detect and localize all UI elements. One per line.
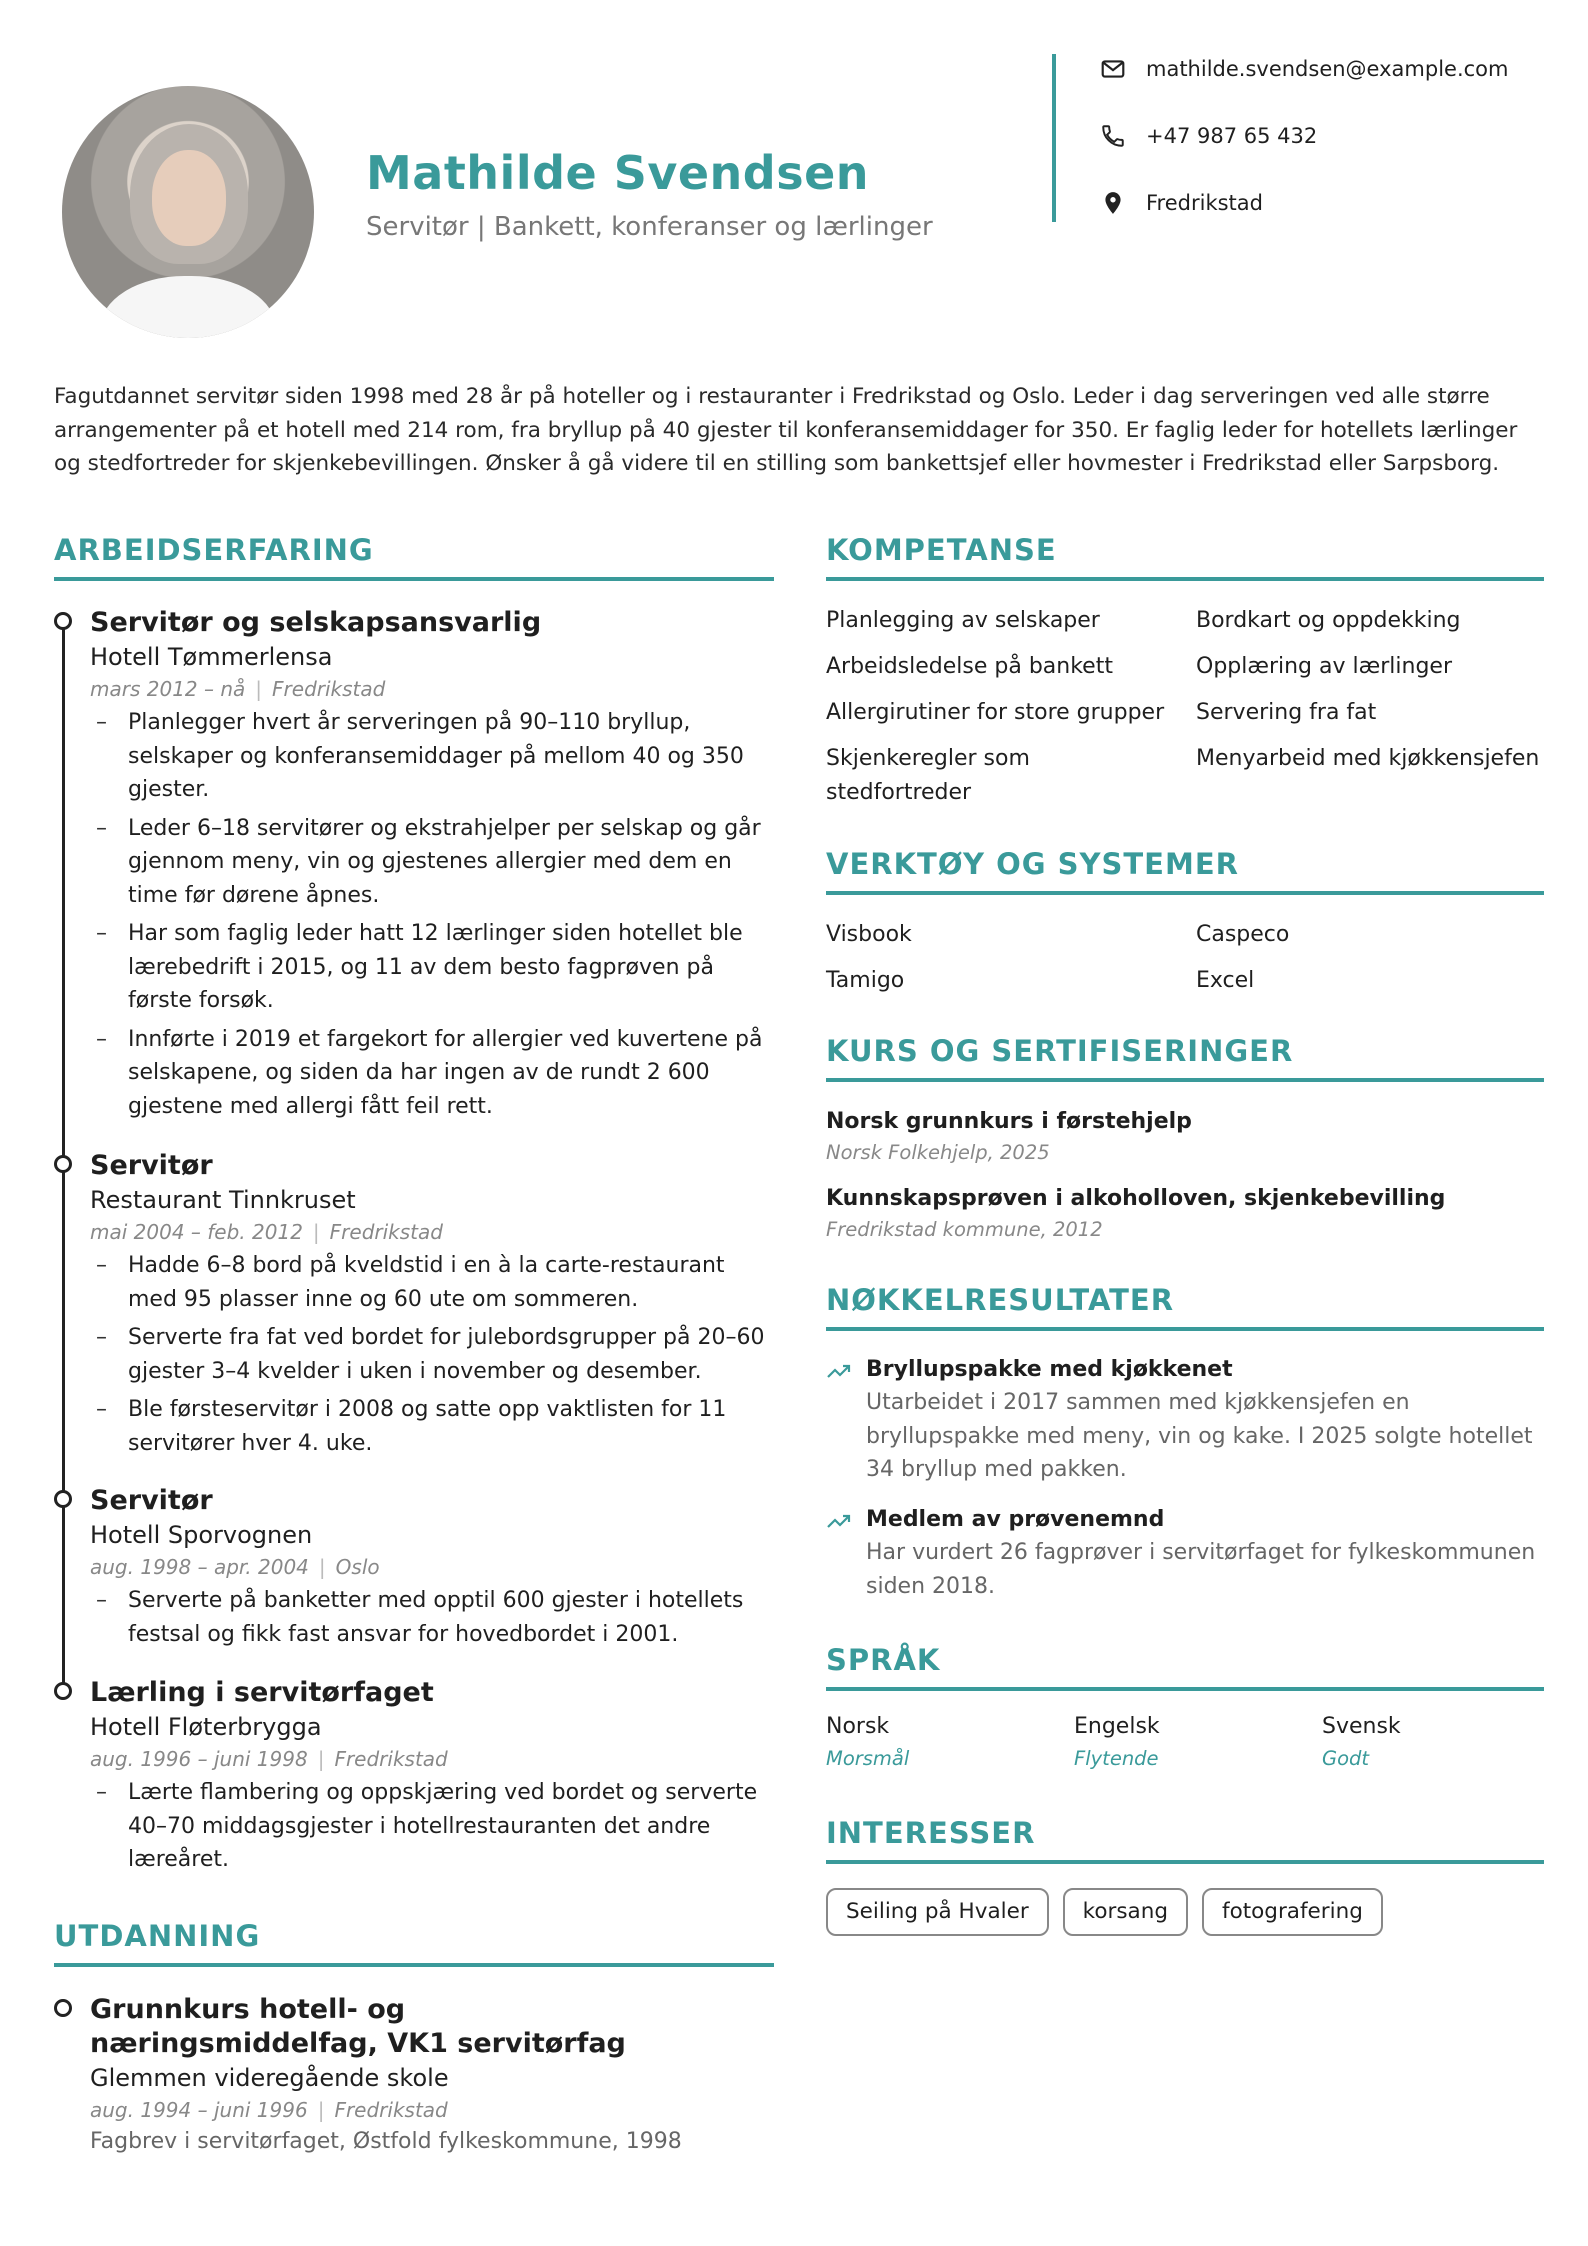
job-bullet: – Ble førsteservitør i 2008 og satte opp vaktlisten for 11 servitører hver 4. uke.: [90, 1393, 780, 1460]
job-dates: aug. 1996 – juni 1998: [90, 1747, 308, 1771]
section-title-courses: KURS OG SERTIFISERINGER: [826, 1034, 1294, 1068]
skill-item: Skjenkeregler som stedfortreder: [826, 746, 1030, 805]
contact-phone[interactable]: [1100, 123, 1317, 149]
education-school: Glemmen videregående skole: [90, 2064, 449, 2092]
result-title: Medlem av prøvenemnd: [866, 1507, 1165, 1532]
job-title: Lærling i servitørfaget: [90, 1677, 434, 1708]
timeline-dot: [54, 1155, 72, 1173]
contact-email[interactable]: [1100, 56, 1508, 82]
interest-tags: [826, 1888, 1383, 1936]
section-title-skills: KOMPETANSE: [826, 533, 1057, 567]
job-bullet: – Har som faglig leder hatt 12 lærlinger siden hotellet ble lærebedrift i 2015, og 11 av dem besto fagprøven på første forsøk.: [90, 917, 780, 1018]
job-dates: mai 2004 – feb. 2012: [90, 1220, 303, 1244]
phone-icon: [1100, 123, 1126, 149]
result-item: [826, 1354, 1546, 1487]
timeline-dot: [54, 612, 72, 630]
job-employer: Hotell Fløterbrygga: [90, 1713, 322, 1741]
job-bullet: – Leder 6–18 servitører og ekstrahjelper per selskap og går gjennom meny, vin og gjestenes allergier med dem en time før dørene åpnes.: [90, 812, 780, 913]
job-dates: aug. 1998 – apr. 2004: [90, 1555, 309, 1579]
job-employer: Restaurant Tinnkruset: [90, 1186, 356, 1214]
language-level: Godt: [1322, 1747, 1370, 1770]
education-place: Fredrikstad: [334, 2098, 448, 2122]
job-bullets: [90, 1584, 780, 1651]
candidate-subtitle: Servitør | Bankett, konferanser og lærlinger: [366, 212, 933, 242]
phone-text: +47 987 65 432: [1146, 124, 1318, 148]
job-bullet: – Innførte i 2019 et fargekort for allergier ved kuvertene på selskapene, og siden da har ingen av de rundt 2 600 gjestene med allergi fått feil rett.: [90, 1023, 780, 1124]
contact-location: [1100, 190, 1263, 216]
job-title: Servitør og selskapsansvarlig: [90, 607, 542, 638]
job-bullet: – Lærte flambering og oppskjæring ved bordet og serverte 40–70 middagsgjester i hotellrestauranten det andre læreåret.: [90, 1776, 780, 1877]
job-dates: mars 2012 – nå: [90, 677, 246, 701]
section-rule: [826, 891, 1544, 895]
header-divider: [1052, 54, 1056, 222]
course-issuer: Fredrikstad kommune, 2012: [826, 1218, 1103, 1241]
education-entry: [90, 1993, 690, 2159]
job-meta: aug. 1998 – apr. 2004 | Oslo: [90, 1555, 380, 1579]
job-entry: [90, 1676, 780, 1882]
section-title-education: UTDANNING: [54, 1919, 261, 1953]
timeline-dot: [54, 1999, 72, 2017]
section-rule: [826, 1078, 1544, 1082]
job-entry: [90, 1149, 780, 1465]
section-title-experience: ARBEIDSERFARING: [54, 533, 374, 567]
result-item: [826, 1504, 1546, 1603]
job-place: Oslo: [335, 1555, 380, 1579]
job-bullets: [90, 706, 780, 1123]
course-title: Norsk grunnkurs i førstehjelp: [826, 1109, 1192, 1134]
section-rule: [826, 1687, 1544, 1691]
skill-item: Opplæring av lærlinger: [1196, 654, 1452, 679]
trending-up-icon: [826, 1512, 852, 1530]
skill-item: Menyarbeid med kjøkkensjefen: [1196, 746, 1540, 771]
language-name: Norsk: [826, 1714, 890, 1739]
job-place: Fredrikstad: [272, 677, 386, 701]
education-title: Grunnkurs hotell- og næringsmiddelfag, VK1 servitørfag: [90, 1994, 626, 2059]
job-bullet: – Planlegger hvert år serveringen på 90–110 bryllup, selskaper og konferansemiddager på mellom 40 og 350 gjester.: [90, 706, 780, 807]
job-entry: [90, 606, 780, 1128]
course-issuer: Norsk Folkehjelp, 2025: [826, 1141, 1050, 1164]
result-description: Har vurdert 26 fagprøver i servitørfaget for fylkeskommunen siden 2018.: [866, 1540, 1536, 1599]
language-item: [1322, 1710, 1401, 1774]
job-entry: [90, 1484, 780, 1656]
education-note: Fagbrev i servitørfaget, Østfold fylkeskommune, 1998: [90, 2129, 682, 2154]
job-employer: Hotell Tømmerlensa: [90, 643, 333, 671]
section-title-interests: INTERESSER: [826, 1816, 1036, 1850]
location-pin-icon: [1100, 190, 1126, 216]
job-bullets: [90, 1249, 780, 1460]
courses-list: [826, 1106, 1544, 1245]
skill-item: Arbeidsledelse på bankett: [826, 654, 1113, 679]
course-title: Kunnskapsprøven i alkoholloven, skjenkebevilling: [826, 1186, 1446, 1211]
tool-item: Caspeco: [1196, 922, 1290, 947]
job-place: Fredrikstad: [329, 1220, 443, 1244]
job-bullet: – Serverte fra fat ved bordet for julebordsgrupper på 20–60 gjester 3–4 kvelder i uken i november og desember.: [90, 1321, 780, 1388]
section-rule: [54, 577, 774, 581]
skills-grid: [826, 604, 1566, 810]
trending-up-icon: [826, 1362, 852, 1380]
skill-item: Servering fra fat: [1196, 700, 1377, 725]
job-bullet: – Hadde 6–8 bord på kveldstid i en à la carte-restaurant med 95 plasser inne og 60 ute om sommeren.: [90, 1249, 780, 1316]
language-level: Morsmål: [826, 1747, 910, 1770]
job-title: Servitør: [90, 1485, 213, 1516]
email-text: mathilde.svendsen@example.com: [1146, 57, 1509, 81]
section-title-languages: SPRÅK: [826, 1643, 941, 1677]
section-title-tools: VERKTØY OG SYSTEMER: [826, 847, 1239, 881]
email-icon: [1100, 56, 1126, 82]
job-bullet: – Serverte på banketter med opptil 600 gjester i hotellets festsal og fikk fast ansvar for hovedbordet i 2001.: [90, 1584, 780, 1651]
timeline-dot: [54, 1682, 72, 1700]
job-place: Fredrikstad: [334, 1747, 448, 1771]
section-title-results: NØKKELRESULTATER: [826, 1283, 1175, 1317]
location-text: Fredrikstad: [1146, 191, 1263, 215]
language-item: [826, 1710, 909, 1774]
job-bullets: [90, 1776, 780, 1877]
education-dates: aug. 1994 – juni 1996: [90, 2098, 308, 2122]
education-meta: aug. 1994 – juni 1996 | Fredrikstad: [90, 2098, 448, 2122]
candidate-name: Mathilde Svendsen: [366, 146, 870, 200]
skill-item: Bordkart og oppdekking: [1196, 608, 1461, 633]
interest-tag: fotografering: [1202, 1888, 1383, 1936]
section-rule: [826, 1327, 1544, 1331]
tool-item: Visbook: [826, 922, 912, 947]
language-name: Svensk: [1322, 1714, 1401, 1739]
section-rule: [826, 577, 1544, 581]
result-title: Bryllupspakke med kjøkkenet: [866, 1357, 1233, 1382]
skill-item: Allergirutiner for store grupper: [826, 700, 1165, 725]
tool-item: Tamigo: [826, 968, 905, 993]
timeline-line: [62, 618, 65, 1690]
interest-tag: korsang: [1063, 1888, 1188, 1936]
job-meta: mai 2004 – feb. 2012 | Fredrikstad: [90, 1220, 443, 1244]
profile-summary: Fagutdannet servitør siden 1998 med 28 år på hoteller og i restauranter i Fredrikstad og Oslo. Leder i dag serveringen ved alle større arrangementer på et hotell med 214 rom, fra bryllup på 40 gjester til konferansemiddager for 350. Er faglig leder for hotellets lærlinger og stedfortreder for skjenkebevillingen. Ønsker å gå videre til en stilling som bankettsjef eller hovmester i Fredrikstad eller Sarpsborg.: [54, 384, 1518, 476]
timeline-dot: [54, 1490, 72, 1508]
profile-photo: [62, 86, 314, 338]
job-employer: Hotell Sporvognen: [90, 1521, 313, 1549]
job-meta: mars 2012 – nå | Fredrikstad: [90, 677, 386, 701]
job-meta: aug. 1996 – juni 1998 | Fredrikstad: [90, 1747, 448, 1771]
tools-grid: [826, 918, 1566, 998]
tool-item: Excel: [1196, 968, 1255, 993]
job-title: Servitør: [90, 1150, 213, 1181]
section-rule: [54, 1963, 774, 1967]
language-level: Flytende: [1074, 1747, 1159, 1770]
result-description: Utarbeidet i 2017 sammen med kjøkkensjefen en bryllupspakke med meny, vin og kake. I 2025 solgte hotellet 34 bryllup med pakken.: [866, 1390, 1533, 1482]
language-name: Engelsk: [1074, 1714, 1160, 1739]
skill-item: Planlegging av selskaper: [826, 608, 1100, 633]
interest-tag: Seiling på Hvaler: [826, 1888, 1049, 1936]
section-rule: [826, 1860, 1544, 1864]
language-item: [1074, 1710, 1160, 1774]
